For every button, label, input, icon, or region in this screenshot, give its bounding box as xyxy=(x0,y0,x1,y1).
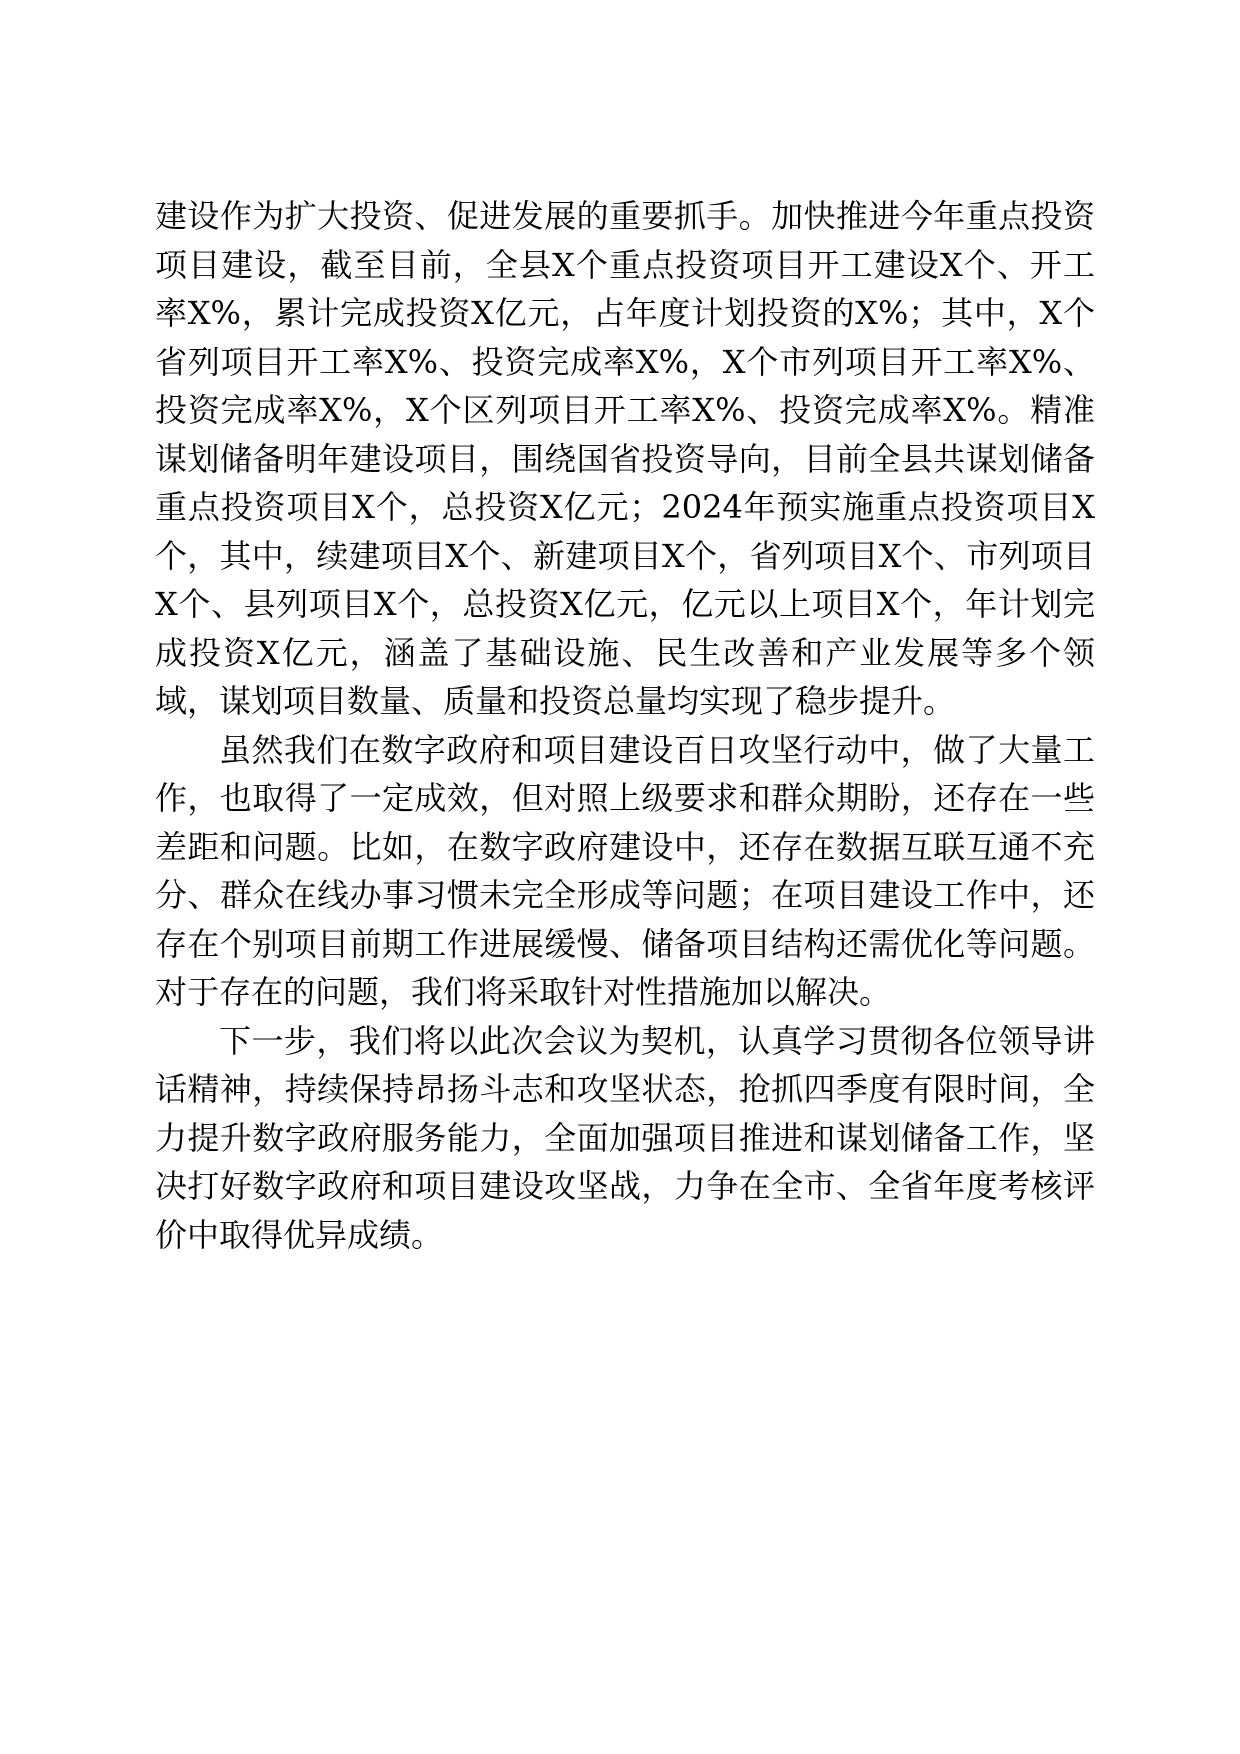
paragraph-next-steps: 下一步，我们将以此次会议为契机，认真学习贯彻各位领导讲话精神，持续保持昂扬斗志和攻坚状态，抢抓四季度有限时间，全力提升数字政府服务能力，全面加强项目推进和谋划储备工作，坚决打好数字政府和项目建设攻坚战，力争在全市、全省年度考核评价中取得优异成绩。 xyxy=(155,1021,1095,1254)
document-body xyxy=(155,192,1095,1259)
paragraph-investment-projects: 建设作为扩大投资、促进发展的重要抓手。加快推进今年重点投资项目建设，截至目前，全县X个重点投资项目开工建设X个、开工率X%，累计完成投资X亿元，占年度计划投资的X%；其中，X个省列项目开工率X%、投资完成率X%，X个市列项目开工率X%、投资完成率X%，X个区列项目开工率X%、投资完成率X%。精准谋划储备明年建设项目，围绕国省投资导向，目前全县共谋划储备重点投资项目X个，总投资X亿元；2024年预实施重点投资项目X个，其中，续建项目X个、新建项目X个，省列项目X个、市列项目X个、县列项目X个，总投资X亿元，亿元以上项目X个，年计划完成投资X亿元，涵盖了基础设施、民生改善和产业发展等多个领域，谋划项目数量、质量和投资总量均实现了稳步提升。 xyxy=(155,197,1095,720)
paragraph-problems: 虽然我们在数字政府和项目建设百日攻坚行动中，做了大量工作，也取得了一定成效，但对照上级要求和群众期盼，还存在一些差距和问题。比如，在数字政府建设中，还存在数据互联互通不充分、群众在线办事习惯未完全形成等问题；在项目建设工作中，还存在个别项目前期工作进展缓慢、储备项目结构还需优化等问题。对于存在的问题，我们将采取针对性措施加以解决。 xyxy=(155,730,1095,1011)
